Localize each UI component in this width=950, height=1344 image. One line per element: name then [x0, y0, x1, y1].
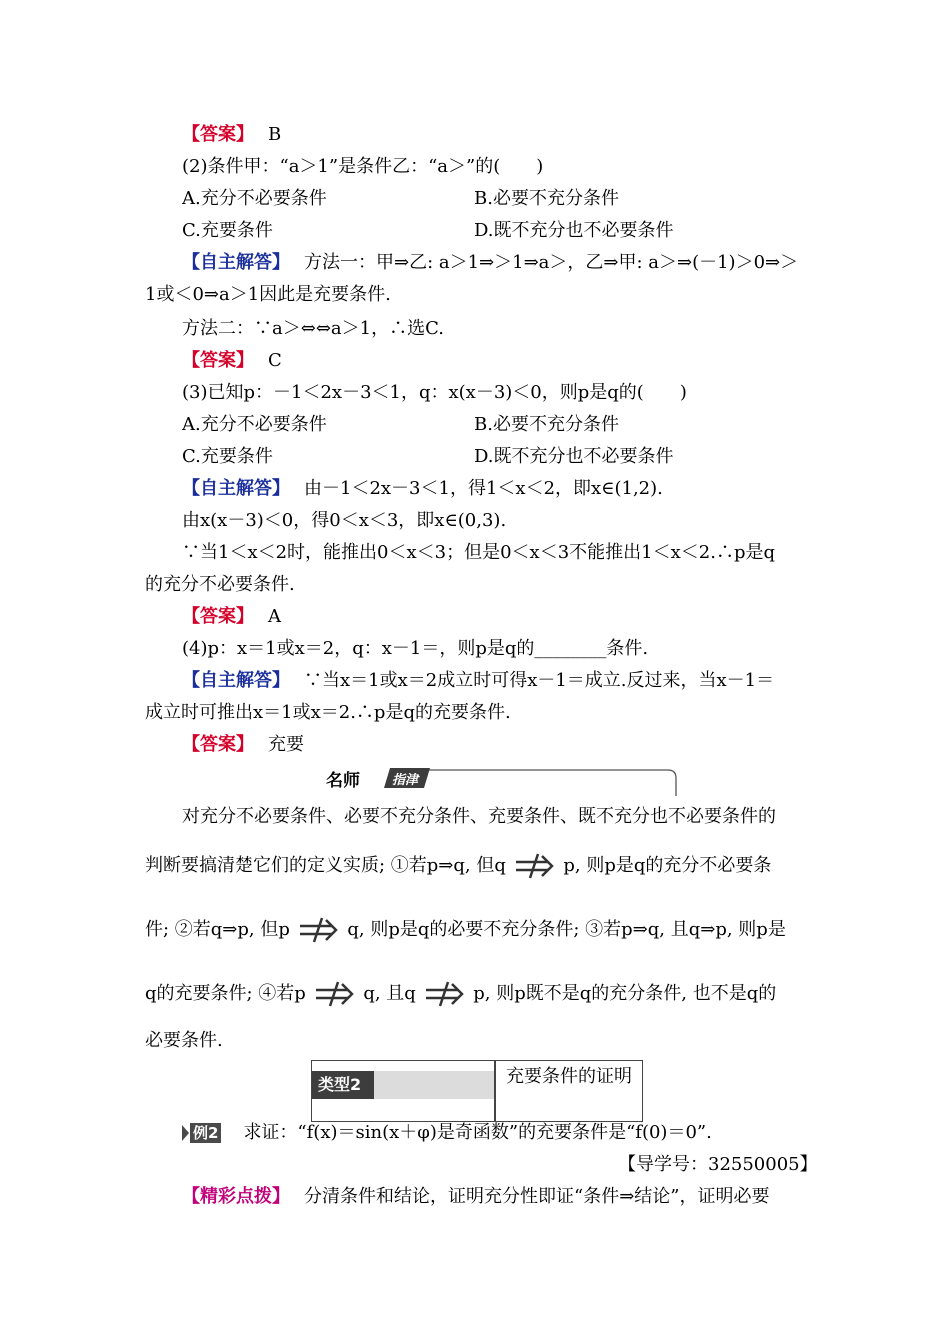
solution-cont: 1或＜0⇒a＞1因此是充要条件. — [145, 284, 391, 305]
guide-para-2 — [145, 850, 771, 882]
banner-label-1: 名师 — [326, 771, 360, 791]
guide-para-5: 必要条件. — [145, 1030, 223, 1051]
answer-line-4 — [182, 732, 304, 758]
solution-text: 方法一：甲⇒乙: a＞1⇒＞1⇒a＞，乙⇒甲: a＞⇒(－1)＞0⇒＞ — [304, 252, 799, 273]
example-tag: 例2 — [190, 1123, 221, 1143]
banner-label-2: 指津 — [392, 773, 419, 788]
option-c: C.充要条件 — [182, 220, 273, 241]
guide-text: q, 且q — [363, 983, 416, 1004]
question-3: (3)已知p：－1＜2x－3＜1，q：x(x－3)＜0，则p是q的( ) — [182, 382, 687, 403]
answer-value: A — [268, 606, 281, 627]
answer-value: B — [268, 124, 282, 145]
option-d: D.既不充分也不必要条件 — [474, 220, 674, 241]
answer-label: 【答案】 — [182, 350, 254, 371]
answer-line-2 — [182, 348, 282, 374]
answer-value: 充要 — [268, 734, 304, 755]
option-b: B.必要不充分条件 — [474, 414, 619, 435]
option-b: B.必要不充分条件 — [474, 188, 619, 209]
guide-text: p, 则p是q的充分不必要条 — [563, 855, 772, 876]
not-implies-icon — [422, 978, 468, 1010]
self-solve-label: 【自主解答】 — [182, 478, 290, 499]
not-implies-icon — [296, 914, 342, 946]
solution-cont: 成立时可推出x＝1或x＝2.∴p是q的充要条件. — [145, 702, 511, 723]
solution-text: 由－1＜2x－3＜1，得1＜x＜2，即x∈(1,2). — [304, 478, 663, 499]
solution-cont: ∵当1＜x＜2时，能推出0＜x＜3；但是0＜x＜3不能推出1＜x＜2.∴p是q — [182, 542, 775, 563]
guide-number: 【导学号：32550005】 — [618, 1154, 818, 1175]
solution-text: ∵当x＝1或x＝2成立时可得x－1＝成立.反过来，当x－1＝ — [304, 670, 775, 691]
highlight-text: 分清条件和结论，证明充分性即证“条件⇒结论”，证明必要 — [304, 1186, 770, 1207]
solution-line — [182, 668, 774, 694]
type-divider — [494, 1061, 496, 1121]
type-section-header — [311, 1060, 643, 1122]
answer-value: C — [268, 350, 282, 371]
solution-cont: 由x(x－3)＜0，得0＜x＜3，即x∈(0,3). — [182, 510, 507, 531]
not-implies-icon — [512, 850, 558, 882]
highlight-line — [182, 1184, 769, 1210]
guide-para-1: 对充分不必要条件、必要不充分条件、充要条件、既不充分也不必要条件的 — [182, 806, 776, 827]
solution-cont: 的充分不必要条件. — [145, 574, 295, 595]
option-c: C.充要条件 — [182, 446, 273, 467]
option-a: A.充分不必要条件 — [182, 188, 327, 209]
answer-label: 【答案】 — [182, 124, 254, 145]
answer-line-1 — [182, 122, 281, 148]
teacher-guide-banner — [318, 764, 680, 800]
answer-label: 【答案】 — [182, 734, 254, 755]
guide-text: 判断要搞清楚它们的定义实质; ①若p⇒q, 但q — [145, 855, 506, 876]
type-tag: 类型2 — [312, 1071, 374, 1099]
answer-line-3 — [182, 604, 281, 630]
example-line — [182, 1120, 712, 1146]
type-title: 充要条件的证明 — [506, 1066, 632, 1087]
not-implies-icon — [312, 978, 358, 1010]
answer-label: 【答案】 — [182, 606, 254, 627]
guide-para-4 — [145, 978, 776, 1010]
self-solve-label: 【自主解答】 — [182, 252, 290, 273]
guide-text: q, 则p是q的必要不充分条件; ③若p⇒q, 且q⇒p, 则p是 — [347, 919, 786, 940]
example-arrow-icon — [182, 1125, 189, 1141]
method-two: 方法二：∵a＞⇔⇔a＞1，∴选C. — [182, 318, 444, 339]
guide-text: 件; ②若q⇒p, 但p — [145, 919, 290, 940]
guide-text: q的充要条件; ④若p — [145, 983, 306, 1004]
self-solve-label: 【自主解答】 — [182, 670, 290, 691]
solution-line — [182, 476, 663, 502]
example-text: 求证：“f(x)＝sin(x＋φ)是奇函数”的充要条件是“f(0)＝0”. — [243, 1122, 712, 1143]
guide-text: p, 则p既不是q的充分条件, 也不是q的 — [473, 983, 777, 1004]
guide-para-3 — [145, 914, 786, 946]
question-4: (4)p：x＝1或x＝2，q：x－1＝，则p是q的________条件. — [182, 638, 649, 659]
highlight-label: 【精彩点拨】 — [182, 1186, 290, 1207]
banner-frame — [318, 764, 680, 800]
type-tag-bar — [374, 1071, 494, 1099]
option-d: D.既不充分也不必要条件 — [474, 446, 674, 467]
question-2: (2)条件甲：“a＞1”是条件乙：“a＞”的( ) — [182, 156, 544, 177]
solution-line — [182, 250, 798, 276]
option-a: A.充分不必要条件 — [182, 414, 327, 435]
